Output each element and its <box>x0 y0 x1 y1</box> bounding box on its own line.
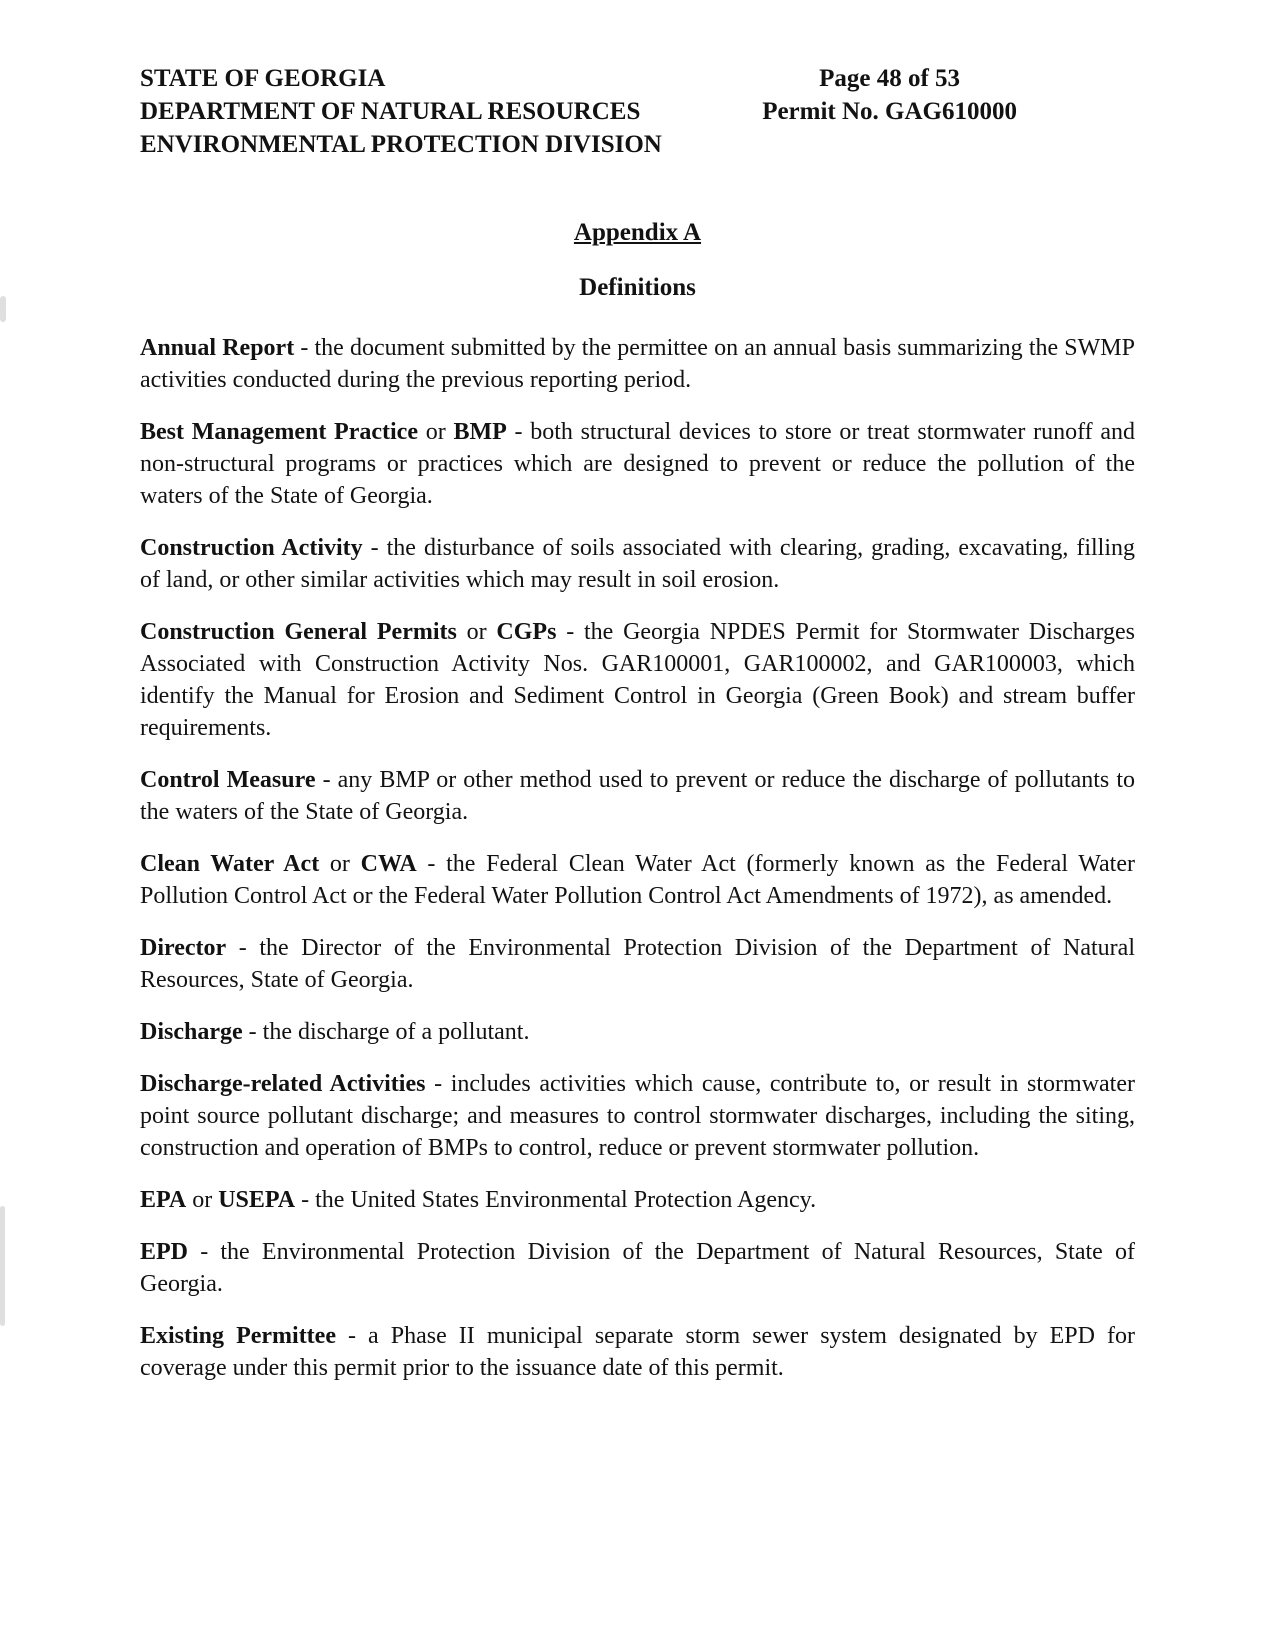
definition-paragraph <box>140 1184 1135 1216</box>
definition-term: Existing Permittee <box>140 1323 336 1349</box>
definition-text: - the United States Environmental Protection Agency. <box>295 1187 817 1213</box>
appendix-title <box>140 216 1135 249</box>
definition-term: Construction General Permits <box>140 619 457 645</box>
scan-artifact <box>0 296 6 322</box>
definition-paragraph <box>140 616 1135 744</box>
appendix-title-text: Appendix A <box>573 219 702 246</box>
agency-line-department: DEPARTMENT OF NATURAL RESOURCES <box>140 98 641 125</box>
definition-term: USEPA <box>218 1187 296 1213</box>
definition-term: Clean Water Act <box>140 851 320 877</box>
definition-text: - the Environmental Protection Division of the Department of Natural Resources, State of Georgia. <box>140 1239 1135 1297</box>
definition-text: or <box>186 1187 219 1213</box>
definition-paragraph <box>140 1068 1135 1164</box>
permit-number: Permit No. GAG610000 <box>762 98 1017 125</box>
definition-term: Director <box>140 935 227 961</box>
definition-paragraph <box>140 848 1135 912</box>
definition-text: - both structural devices to store or treat stormwater runoff and non-structural programs or practices which are designed to prevent or reduce the pollution of the waters of the State of Georgia. <box>140 419 1136 509</box>
page-number: Page 48 of 53 <box>819 65 961 92</box>
definition-text: - the Federal Clean Water Act (formerly known as the Federal Water Pollution Control Act or the Federal Water Pollution Control Act Amendments of 1972), as amended. <box>140 851 1135 909</box>
definition-term: EPA <box>140 1187 187 1213</box>
definition-paragraph <box>140 332 1135 396</box>
definition-term: EPD <box>140 1239 188 1265</box>
agency-header <box>140 62 662 161</box>
definition-text: - the disturbance of soils associated with clearing, grading, excavating, filling of land, or other similar activities which may result in soil erosion. <box>140 535 1136 593</box>
definition-text: - the discharge of a pollutant. <box>242 1019 530 1045</box>
definition-text: - any BMP or other method used to prevent or reduce the discharge of pollutants to the waters of the State of Georgia. <box>140 767 1136 825</box>
definition-paragraph <box>140 1236 1135 1300</box>
definition-paragraph <box>140 1016 1135 1048</box>
definition-paragraph <box>140 764 1135 828</box>
definitions-heading: Definitions <box>579 274 696 301</box>
definition-paragraph <box>140 932 1135 996</box>
definition-paragraph <box>140 416 1135 512</box>
definition-term: Best Management Practice <box>140 419 418 445</box>
definition-term: Control Measure <box>140 767 316 793</box>
definition-text: - the Georgia NPDES Permit for Stormwater Discharges Associated with Construction Activity Nos. GAR100001, GAR100002, and GAR100003, which identify the Manual for Erosion and Sediment Control in Georgia (Green Book) and stream buffer requirements. <box>140 619 1135 741</box>
definition-text: or <box>319 851 361 877</box>
page-header <box>140 62 1135 161</box>
definitions-list <box>140 332 1135 1384</box>
scan-artifact <box>0 1206 5 1326</box>
page-permit-header <box>762 62 1017 128</box>
definition-paragraph <box>140 532 1135 596</box>
definition-term: CWA <box>360 851 417 877</box>
agency-line-division: ENVIRONMENTAL PROTECTION DIVISION <box>140 131 662 158</box>
definition-text: - includes activities which cause, contribute to, or result in stormwater point source pollutant discharge; and measures to control stormwater discharges, including the siting, construction and operation of BMPs to control, reduce or prevent stormwater pollution. <box>140 1071 1135 1161</box>
definition-term: Discharge-related Activities <box>140 1071 426 1097</box>
definition-text: - a Phase II municipal separate storm sewer system designated by EPD for coverage under this permit prior to the issuance date of this permit. <box>140 1323 1136 1381</box>
definition-term: Discharge <box>140 1019 243 1045</box>
definition-text: or <box>456 619 497 645</box>
agency-line-state: STATE OF GEORGIA <box>140 65 386 92</box>
definition-text: - the Director of the Environmental Protection Division of the Department of Natural Resources, State of Georgia. <box>140 935 1135 993</box>
definition-term: BMP <box>453 419 507 445</box>
definition-term: Construction Activity <box>140 535 363 561</box>
definition-paragraph <box>140 1320 1135 1384</box>
definition-text: or <box>418 419 454 445</box>
definition-term: Annual Report <box>140 335 295 361</box>
definition-term: CGPs <box>496 619 557 645</box>
definition-text: - the document submitted by the permittee on an annual basis summarizing the SWMP activities conducted during the previous reporting period. <box>140 335 1135 393</box>
